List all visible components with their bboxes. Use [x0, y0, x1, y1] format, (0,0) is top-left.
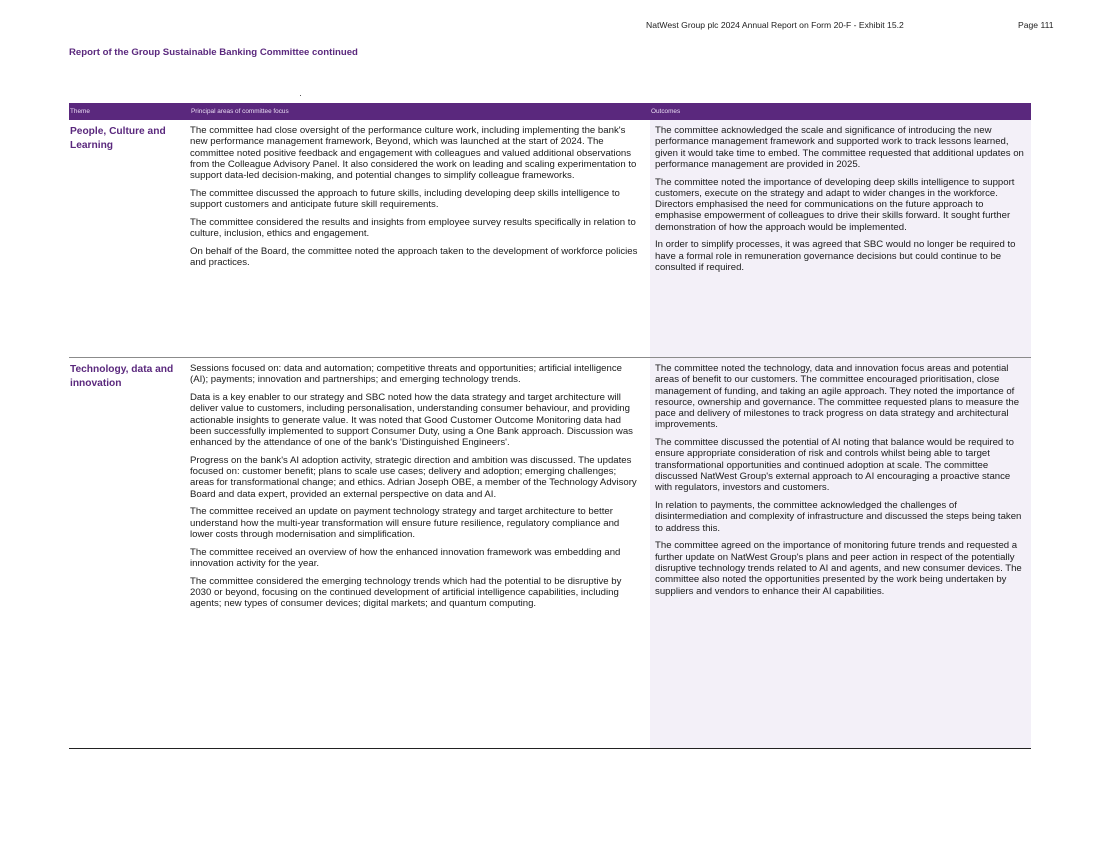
- table-header-row: [69, 103, 1031, 120]
- focus-paragraph: Sessions focused on: data and automation; competitive threats and opportunities; artificial intelligence (AI); payments; innovation and partnerships; and emerging technology trends.: [190, 363, 622, 386]
- outcome-cell: [650, 120, 1031, 358]
- focus-paragraph: The committee considered the emerging technology trends which had the potential to be disruptive by 2030 or beyond, focusing on the continued development of artificial intelligence capabilities, including agents; new types of consumer devices; digital markets; and quantum computing.: [190, 575, 622, 610]
- focus-paragraph: Data is a key enabler to our strategy and SBC noted how the data strategy and target architecture will deliver value to customers, including personalisation, understanding consumer behaviour, and providing actionable insights to generate value. It was noted that Good Customer Outcome Monitoring data had been successfully implemented to support Consumer Duty, using a One Bank approach. Discussion was enhanced by the attendance of one of the bank's 'Distinguished Engineers'.: [190, 391, 633, 449]
- focus-paragraph: The committee considered the results and insights from employee survey results specifically in relation to culture, inclusion, ethics and engagement.: [190, 216, 636, 240]
- focus-paragraph: The committee received an overview of how the enhanced innovation framework was embedding and innovation activity for the year.: [190, 546, 621, 570]
- header-theme: [69, 103, 650, 120]
- committee-focus-table: [69, 103, 1031, 749]
- header-outcomes: Outcomes: [650, 103, 1031, 120]
- focus-paragraph: The committee discussed the approach to future skills, including developing deep skills intelligence to support customers and anticipate future skill requirements.: [190, 187, 620, 211]
- outcome-paragraph: The committee noted the importance of developing deep skills intelligence to support customers, execute on the strategy and adapt to wider changes in the workforce. Directors emphasised the need for communications on the future approach to emphasise empowerment of colleagues to drive their skills forward. It sought further demonstration of how the approach would be implemented.: [655, 176, 1015, 233]
- header-focus-label: Principal areas of committee focus: [191, 108, 289, 115]
- table-row: [69, 120, 1031, 358]
- decorative-dot: [300, 95, 301, 96]
- focus-cell: [190, 120, 650, 358]
- outcome-paragraph: The committee acknowledged the scale and significance of introducing the new performance management framework and supported work to track lessons learned, given it would take time to embed. The committee requested that additional updates on performance management are provided in 2025.: [655, 125, 1024, 170]
- focus-paragraph: The committee had close oversight of the performance culture work, including implementing the bank's new performance management framework, Beyond, which was launched at the start of 2024. The committee noted positive feedback and engagement with colleagues and valued additional observations from the Colleague Advisory Panel. It also considered the work on leading and scaling experimentation to support data-led decision-making, and potential changes to simplify colleague frameworks.: [190, 125, 637, 182]
- focus-paragraph: On behalf of the Board, the committee noted the approach taken to the development of workforce policies and practices.: [190, 245, 638, 269]
- page-number: Page 111: [1018, 20, 1054, 30]
- document-header-title: NatWest Group plc 2024 Annual Report on Form 20-F - Exhibit 15.2: [646, 20, 904, 30]
- outcome-paragraph: The committee agreed on the importance of monitoring future trends and requested a further update on NatWest Group's plans and peer action in respect of the potentially disruptive technology trends related to AI and agents, and new consumer devices. The committee also noted the opportunities presented by the work being undertaken by suppliers and vendors to enhance their AI capabilities.: [655, 540, 1022, 597]
- outcome-paragraph: The committee noted the technology, data and innovation focus areas and potential areas of benefit to our customers. The committee encouraged prioritisation, close management of funding, and taking an agile approach. They noted the importance of resource, ownership and governance. The committee requested plans to measure the pace and delivery of milestones to track progress on data strategy and architectural improvements.: [655, 363, 1020, 431]
- header-theme-label: Theme: [70, 108, 90, 115]
- section-title: Report of the Group Sustainable Banking Committee continued: [69, 47, 358, 58]
- focus-cell: [190, 358, 650, 749]
- outcome-paragraph: The committee discussed the potential of AI noting that balance would be required to ensure appropriate consideration of risk and controls whilst being able to target transformational opportunities and continued adoption at scale. The committee discussed NatWest Group's external approach to AI encouraging a proactive stance with regulators, investors and customers.: [655, 437, 1014, 494]
- outcome-paragraph: In order to simplify processes, it was agreed that SBC would no longer be required to have a formal role in remuneration governance decisions but could continue to be consulted if required.: [655, 239, 1016, 274]
- outcome-paragraph: In relation to payments, the committee acknowledged the challenges of disintermediation and complexity of infrastructure and discussed the steps being taken to address this.: [655, 500, 1022, 534]
- table-row: [69, 358, 1031, 749]
- theme-cell: Technology, data and innovation: [69, 358, 190, 749]
- outcome-cell: [650, 358, 1031, 749]
- focus-paragraph: The committee received an update on payment technology strategy and target architecture to better understand how the multi-year transformation will ensure future resilience, regulatory compliance and lower costs through modernisation and simplification.: [190, 506, 620, 541]
- theme-cell: People, Culture and Learning: [69, 120, 190, 358]
- focus-paragraph: Progress on the bank's AI adoption activity, strategic direction and ambition was discussed. The updates focused on: customer benefit; plans to scale use cases; delivery and adoption; emerging challenges; areas for transformational change; and ethics. Adrian Joseph OBE, a member of the Technology Advisory Board and data expert, provided an external perspective on data and AI.: [190, 454, 637, 500]
